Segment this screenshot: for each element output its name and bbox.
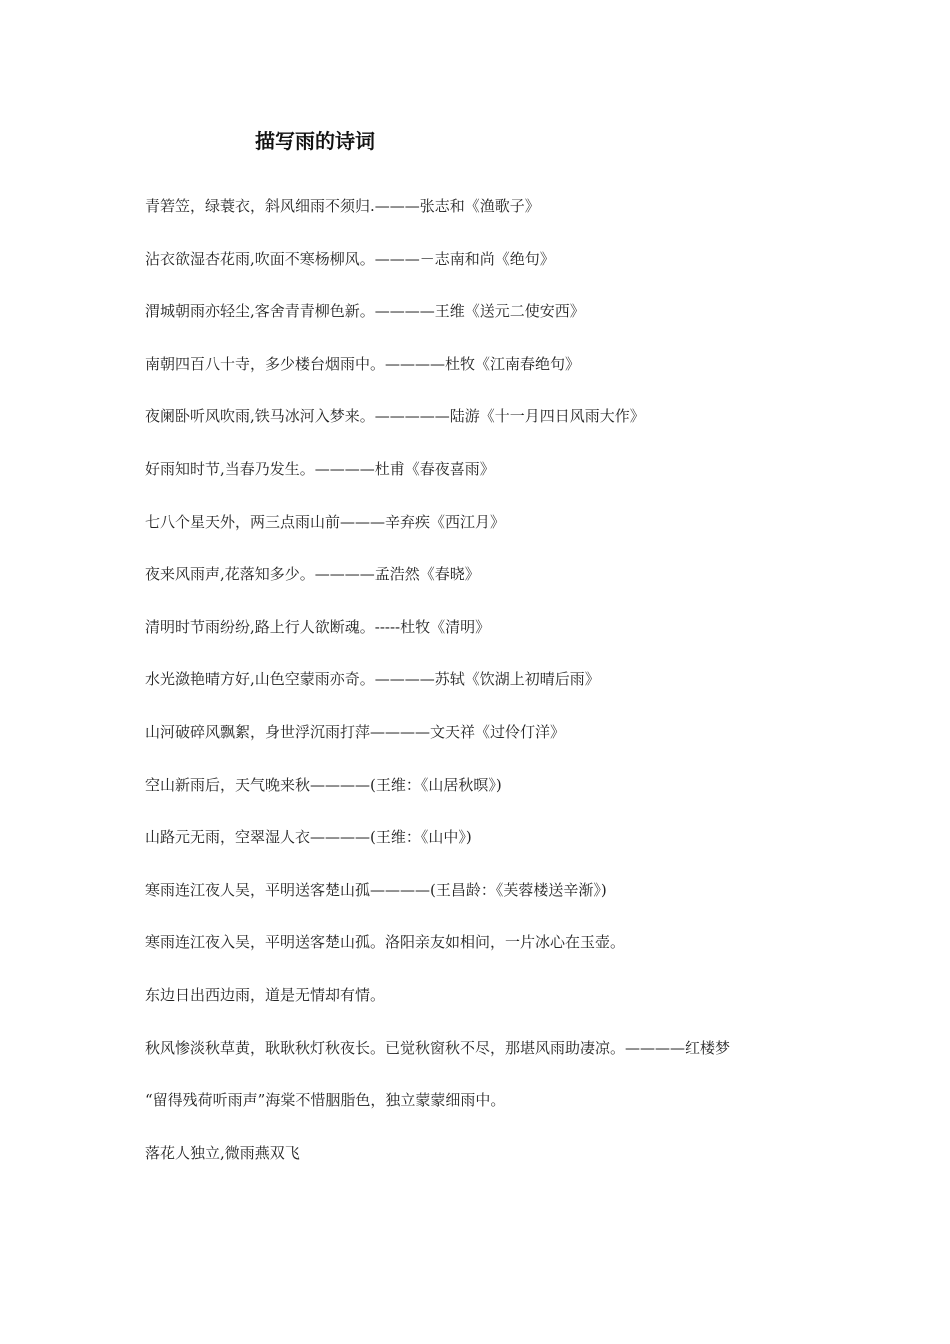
poem-line: 东边日出西边雨，道是无情却有情。 — [145, 985, 386, 1004]
poem-line: 清明时节雨纷纷,路上行人欲断魂。-----杜牧《清明》 — [145, 617, 491, 636]
poem-line: 好雨知时节,当春乃发生。————杜甫《春夜喜雨》 — [145, 459, 495, 478]
poem-line: 秋风惨淡秋草黄，耿耿秋灯秋夜长。已觉秋窗秋不尽，那堪风雨助凄凉。————红楼梦 — [145, 1038, 731, 1057]
poem-line: 山河破碎风飘絮，身世浮沉雨打萍————文天祥《过伶仃洋》 — [145, 722, 566, 741]
poem-line: 水光潋艳晴方好,山色空蒙雨亦奇。————苏轼《饮湖上初晴后雨》 — [145, 670, 600, 689]
poem-line: 南朝四百八十寺，多少楼台烟雨中。————杜牧《江南春绝句》 — [145, 354, 581, 373]
poem-line: “留得残荷听雨声”海棠不惜胭脂色，独立蒙蒙细雨中。 — [145, 1091, 506, 1110]
poem-line: 七八个星天外，两三点雨山前———辛弃疾《西江月》 — [145, 512, 506, 531]
poem-line: 寒雨连江夜入吴，平明送客楚山孤。洛阳亲友如相问，一片冰心在玉壶。 — [145, 933, 626, 952]
poem-line: 青箬笠，绿蓑衣，斜风细雨不须归.———张志和《渔歌子》 — [145, 197, 540, 215]
page-title: 描写雨的诗词 — [255, 129, 375, 153]
poem-line: 山路元无雨，空翠湿人衣————(王维：《山中》) — [145, 828, 472, 847]
poem-line: 沾衣欲湿杏花雨,吹面不寒杨柳风。———－志南和尚《绝句》 — [145, 249, 555, 268]
poem-line: 寒雨连江夜人吴，平明送客楚山孤————(王昌龄：《芙蓉楼送辛渐》) — [145, 880, 607, 899]
poem-line: 夜阑卧听风吹雨,铁马冰河入梦来。—————陆游《十一月四日风雨大作》 — [145, 407, 645, 426]
poem-line-list — [145, 194, 845, 1193]
poem-line: 空山新雨后，天气晚来秋————(王维：《山居秋暝》) — [145, 775, 502, 794]
poem-line: 落花人独立,微雨燕双飞 — [145, 1143, 300, 1162]
poem-line: 夜来风雨声,花落知多少。————孟浩然《春晓》 — [145, 565, 480, 584]
poem-line: 渭城朝雨亦轻尘,客舍青青柳色新。————王维《送元二使安西》 — [145, 302, 585, 321]
